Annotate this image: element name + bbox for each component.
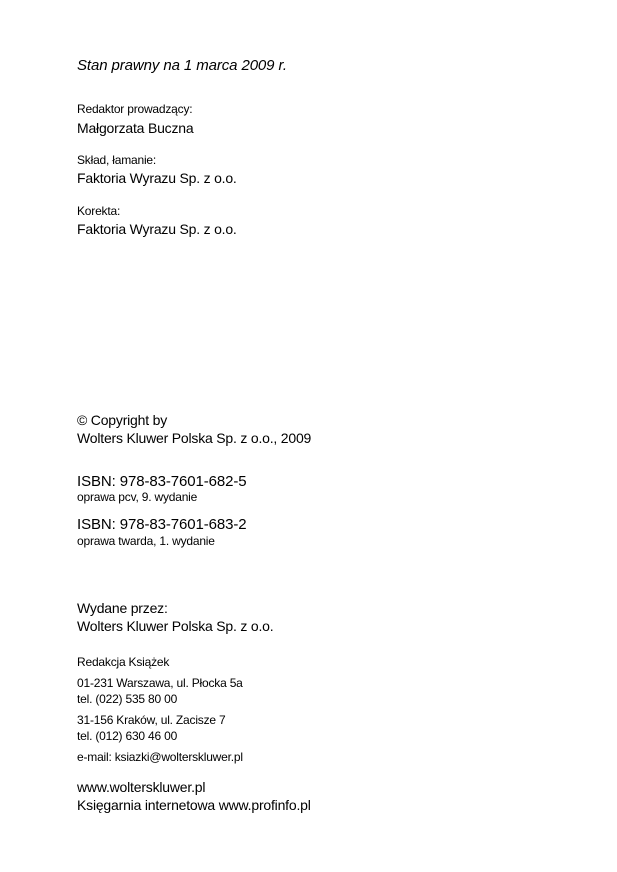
- typesetting-label: Skład, łamanie:: [77, 153, 157, 167]
- publisher-name: Wolters Kluwer Polska Sp. z o.o.: [77, 618, 274, 634]
- isbn-edition: oprawa pcv, 9. wydanie: [77, 490, 198, 504]
- krakow-address: 31-156 Kraków, ul. Zacisze 7: [77, 713, 226, 727]
- contact-email: e-mail: ksiazki@wolterskluwer.pl: [77, 750, 243, 764]
- publisher-label: Wydane przez:: [77, 600, 168, 616]
- isbn-number: ISBN: 978-83-7601-683-2: [77, 516, 247, 533]
- warsaw-phone: tel. (022) 535 80 00: [77, 692, 178, 706]
- department-name: Redakcja Książek: [77, 655, 170, 669]
- editor-label: Redaktor prowadzący:: [77, 102, 193, 116]
- warsaw-address: 01-231 Warszawa, ul. Płocka 5a: [77, 676, 243, 690]
- typesetting-name: Faktoria Wyrazu Sp. z o.o.: [77, 170, 237, 186]
- editor-name: Małgorzata Buczna: [77, 120, 194, 136]
- online-bookstore: Księgarnia internetowa www.profinfo.pl: [77, 797, 311, 813]
- isbn-edition: oprawa twarda, 1. wydanie: [77, 534, 215, 548]
- publisher-website: www.wolterskluwer.pl: [77, 779, 206, 795]
- isbn-number: ISBN: 978-83-7601-682-5: [77, 473, 247, 490]
- copyright-line-2: Wolters Kluwer Polska Sp. z o.o., 2009: [77, 430, 312, 446]
- proofreading-name: Faktoria Wyrazu Sp. z o.o.: [77, 221, 237, 237]
- legal-status-date: Stan prawny na 1 marca 2009 r.: [77, 57, 287, 74]
- krakow-phone: tel. (012) 630 46 00: [77, 729, 178, 743]
- copyright-line-1: © Copyright by: [77, 412, 167, 428]
- proofreading-label: Korekta:: [77, 204, 121, 218]
